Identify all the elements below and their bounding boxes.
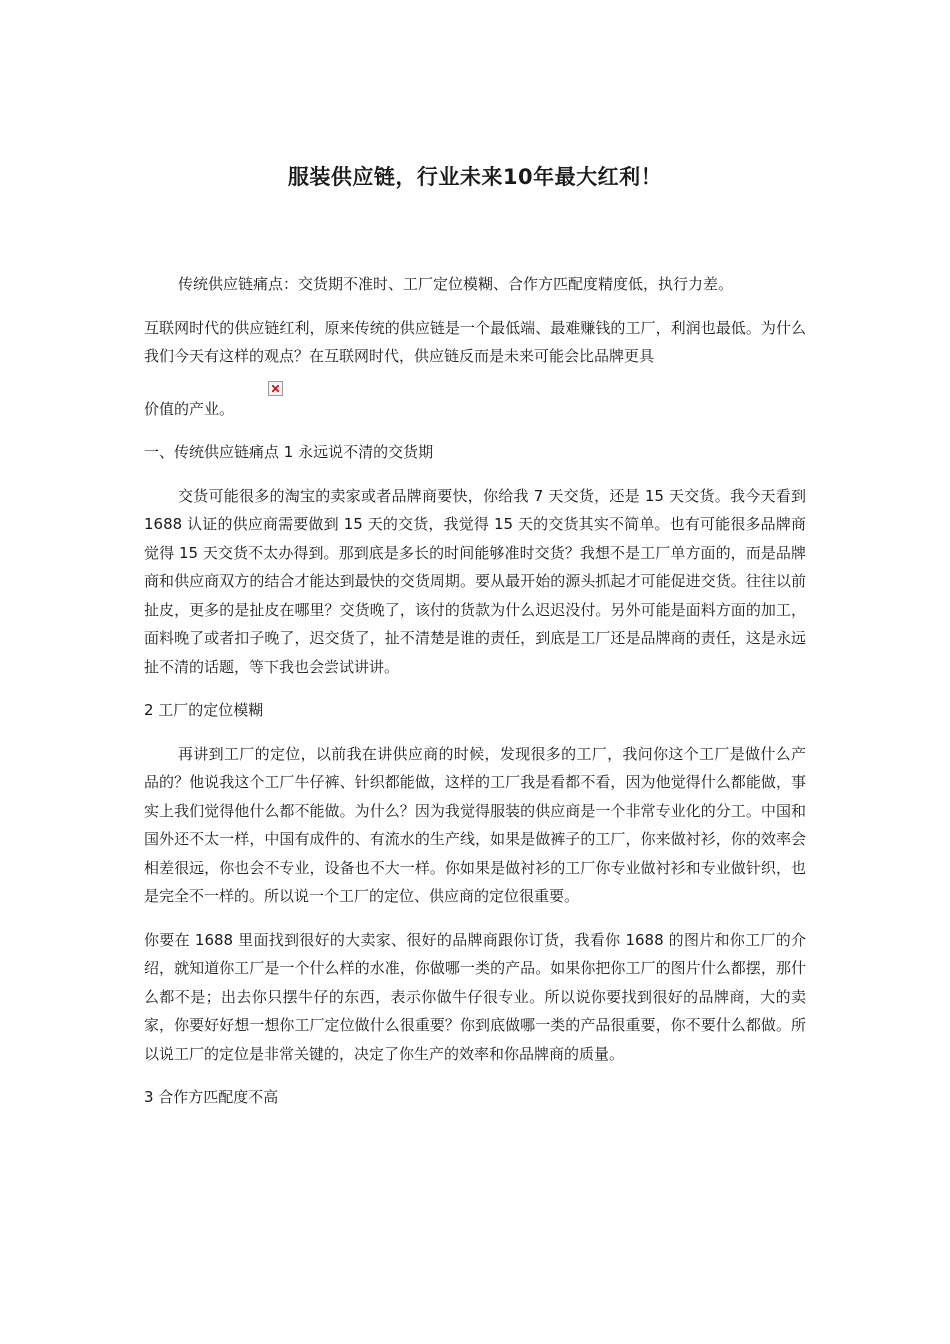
section2-paragraph1: 再讲到工厂的定位，以前我在讲供应商的时候，发现很多的工厂，我问你这个工厂是做什么产品的？他说我这个工厂牛仔裤、针织都能做，这样的工厂我是看都不看，因为他觉得什么都能做，事实上我们觉得他什么都不能做。为什么？因为我觉得服装的供应商是一个非常专业化的分工。中国和国外还不太一样，中国有成件的、有流水的生产线，如果是做裤子的工厂，你来做衬衫，你的效率会相差很远，你也会不专业，设备也不大一样。你如果是做衬衫的工厂你专业做衬衫和专业做针织，也是完全不一样的。所以说一个工厂的定位、供应商的定位很重要。 (144, 744, 806, 905)
section2-paragraph2: 你要在 1688 里面找到很好的大卖家、很好的品牌商跟你订货，我看你 1688 的图片和你工厂的介绍，就知道你工厂是一个什么样的水准，你做哪一类的产品。如果你把你工厂的图片什么都摆，那什么都不是；出去你只摆牛仔的东西，表示你做牛仔很专业。所以说你要找到很好的品牌商，大的卖家，你要好好想一想你工厂定位做什么很重要？你到底做哪一类的产品很重要，你不要什么都做。所以说工厂的定位是非常关键的，决定了你生产的效率和你品牌商的质量。 (144, 930, 806, 1063)
intro-pain-points: 传统供应链痛点：交货期不准时、工厂定位模糊、合作方匹配度精度低，执行力差。 (178, 275, 734, 293)
section1-paragraph: 交货可能很多的淘宝的卖家或者品牌商要快，你给我 7 天交货，还是 15 天交货。我今天看到 1688 认证的供应商需要做到 15 天的交货，我觉得 15 天的交货其实不简单。也有可能很多品牌商觉得 15 天交货不太办得到。那到底是多长的时间能够准时交货？我想不是工厂单方面的，而是品牌商和供应商双方的结合才能达到最快的交货周期。要从最开始的源头抓起才可能促进交货。往往以前扯皮，更多的是扯皮在哪里？交货晚了，该付的货款为什么迟迟没付。另外可能是面料方面的加工，面料晚了或者扣子晚了，迟交货了，扯不清楚是谁的责任，到底是工厂还是品牌商的责任，这是永远扯不清的话题，等下我也会尝试讲讲。 (144, 486, 806, 676)
intro-paragraph-tail: 价值的产业。 (144, 399, 235, 418)
intro-paragraph-tail-line (144, 381, 806, 424)
intro-paragraph-text: 互联网时代的供应链红利，原来传统的供应链是一个最低端、最难赚钱的工厂，利润也最低。为什么我们今天有这样的观点？在互联网时代，供应链反而是未来可能会比品牌更具 (144, 318, 806, 365)
section1-heading: 一、传统供应链痛点 1 永远说不清的交货期 (144, 443, 434, 461)
document-body (144, 270, 806, 1127)
intro-paragraph (144, 314, 806, 371)
section3-heading: 3 合作方匹配度不高 (144, 1088, 279, 1106)
section2-heading: 2 工厂的定位模糊 (144, 701, 264, 719)
broken-image-icon (268, 381, 283, 396)
document-title: 服装供应链，行业未来10年最大红利！ (287, 165, 663, 189)
